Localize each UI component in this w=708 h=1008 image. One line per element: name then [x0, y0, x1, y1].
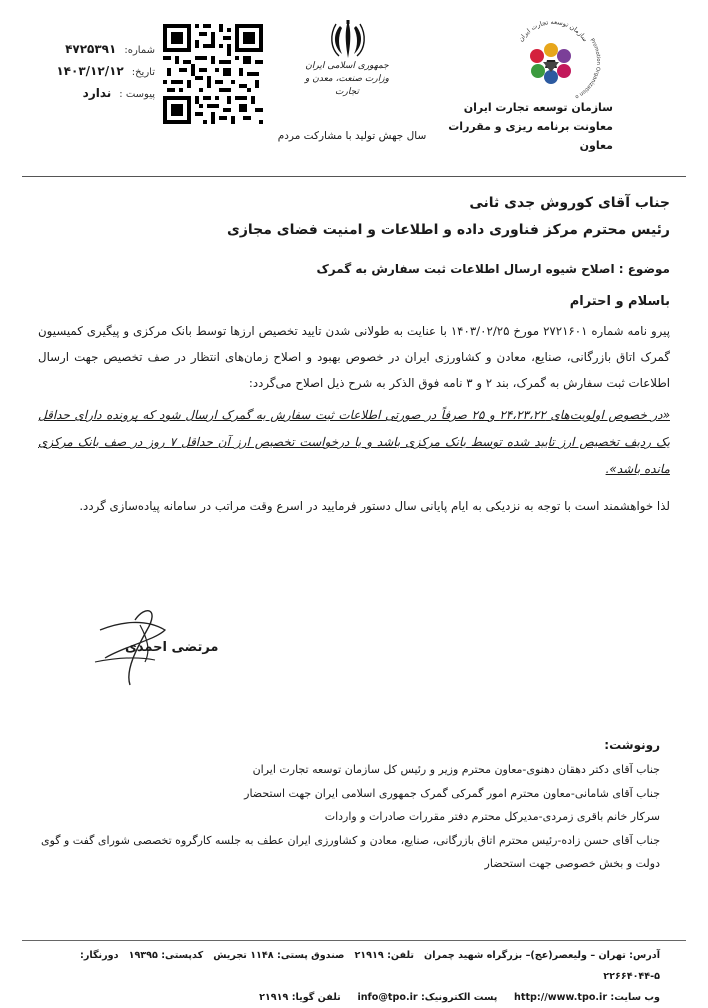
footer-divider: [22, 940, 686, 941]
footer-postal-code: کدپستی: ۱۹۳۹۵: [128, 950, 204, 961]
recipient-title: رئیس محترم مرکز فناوری داده و اطلاعات و امنیت فضای مجازی: [227, 222, 670, 238]
footer-website-label: وب سایت:: [610, 992, 660, 1003]
number-label: شماره:: [124, 45, 155, 56]
tpo-logo-icon: [505, 8, 601, 104]
letter-subject: موضوع : اصلاح شیوه ارسال اطلاعات ثبت سفارش به گمرک: [316, 262, 670, 276]
footer-line-2: [20, 987, 660, 1008]
meta-date-row: [30, 64, 155, 86]
ministry-block: [292, 60, 402, 99]
footer-line-1: [20, 945, 660, 987]
logo-text-en: Promotion Organization o: [574, 37, 601, 100]
org-name: سازمان توسعه تجارت ایران: [463, 101, 613, 114]
recipient-name: جناب آقای کوروش جدی ثانی: [469, 195, 670, 211]
number-value: ۴۷۲۵۳۹۱: [65, 42, 117, 56]
date-label: تاریخ:: [131, 67, 155, 78]
attachment-label: پیوست :: [119, 89, 155, 100]
signer-name: مرتضی احمدی: [125, 640, 219, 655]
footer-po-box: صندوق پستی: ۱۱۴۸ تجریش: [213, 950, 345, 961]
iran-emblem-icon: [330, 18, 366, 60]
salutation: باسلام و احترام: [569, 294, 670, 309]
footer-address: آدرس: تهران – ولیعصر(عج)– بزرگراه شهید چمران: [424, 950, 660, 961]
letter-footer: [20, 945, 660, 1008]
ministry-name: وزارت صنعت، معدن و تجارت: [305, 74, 389, 97]
date-value: ۱۴۰۳/۱۲/۱۲: [56, 64, 124, 78]
quoted-clause: «در خصوص اولویت‌های ۲۴،۲۳،۲۲ و ۲۵ صرفاً در صورتی اطلاعات ثبت سفارش به گمرک ارسال شود که پرونده دارای حداقل یک ردیف تخصیص ارز تایید شده توسط بانک مرکزی باشد و یا درخواست تخصیص ارز آن حداقل ۷ روز در صف بانک مرکزی مانده باشد».: [38, 408, 671, 476]
body-paragraph: پیرو نامه شماره ۲۷۲۱۶۰۱ مورخ ۱۴۰۳/۰۲/۲۵ با عنایت به طولانی شدن تایید تخصیص ارزها توسط بانک مرکزی و پیگیری کمیسیون گمرک اتاق بازرگانی، صنایع، معادن و کشاورزی ایران در خصوص بهبود و اصلاح زمان‌های انتظار در صف تخصیص جهت ارسال اطلاعات ثبت سفارش به گمرک، بند ۲ و ۳ نامه فوق الذکر به شرح ذیل اصلاح می‌گردد:: [38, 324, 670, 390]
letter-meta: [30, 42, 155, 108]
qr-code-icon: [163, 24, 263, 124]
org-header-block: [423, 98, 613, 155]
closing-paragraph: لذا خواهشمند است با توجه به نزدیکی به ایام پایانی سال دستور فرمایید در اسرع وقت مراتب در سامانه پیاده‌سازی گردد.: [79, 499, 670, 513]
meta-attachment-row: [30, 86, 155, 108]
cc-item: جناب آقای دکتر دهقان دهنوی-معاون محترم وزیر و رئیس کل سازمان توسعه تجارت ایران: [252, 763, 660, 776]
attachment-value: ندارد: [82, 86, 112, 100]
cc-item: جناب آقای حسن زاده-رئیس محترم اتاق بازرگانی، صنایع، معادن و کشاورزی ایران عطف به جلسه کارگروه تخصصی شورای گفت و گوی دولت و بخش خصوصی جهت استحضار: [40, 833, 660, 870]
footer-hotline: تلفن گویا: ۲۱۹۱۹: [259, 992, 341, 1003]
cc-list: [38, 758, 660, 876]
cc-heading: رونوشت:: [604, 738, 660, 752]
footer-website-link[interactable]: http://www.tpo.ir: [514, 992, 608, 1003]
footer-phone: تلفن: ۲۱۹۱۹: [354, 950, 414, 961]
footer-fax: دورنگار: ۵-۲۲۶۶۴۰۴۴: [80, 950, 660, 982]
logo-text-fa: سازمان توسعه تجارت ایران: [516, 17, 590, 44]
year-slogan: سال جهش تولید با مشارکت مردم: [277, 130, 427, 142]
footer-email-link[interactable]: info@tpo.ir: [357, 992, 418, 1003]
org-department: معاونت برنامه ریزی و مقررات: [448, 120, 613, 133]
cc-item: جناب آقای شامانی-معاون محترم امور گمرکی گمرک جمهوری اسلامی ایران جهت استحضار: [244, 786, 660, 800]
header-divider: [22, 176, 686, 177]
footer-email-label: پست الکترونیک:: [420, 992, 498, 1003]
org-unit: معاون: [579, 139, 613, 152]
cc-item: سرکار خانم باقری زمردی-مدیرکل محترم دفتر مقررات صادرات و واردات: [324, 810, 660, 823]
ministry-republic: جمهوری اسلامی ایران: [305, 61, 389, 71]
svg-text:سازمان توسعه تجارت ایران: [517, 18, 590, 43]
meta-number-row: [30, 42, 155, 64]
